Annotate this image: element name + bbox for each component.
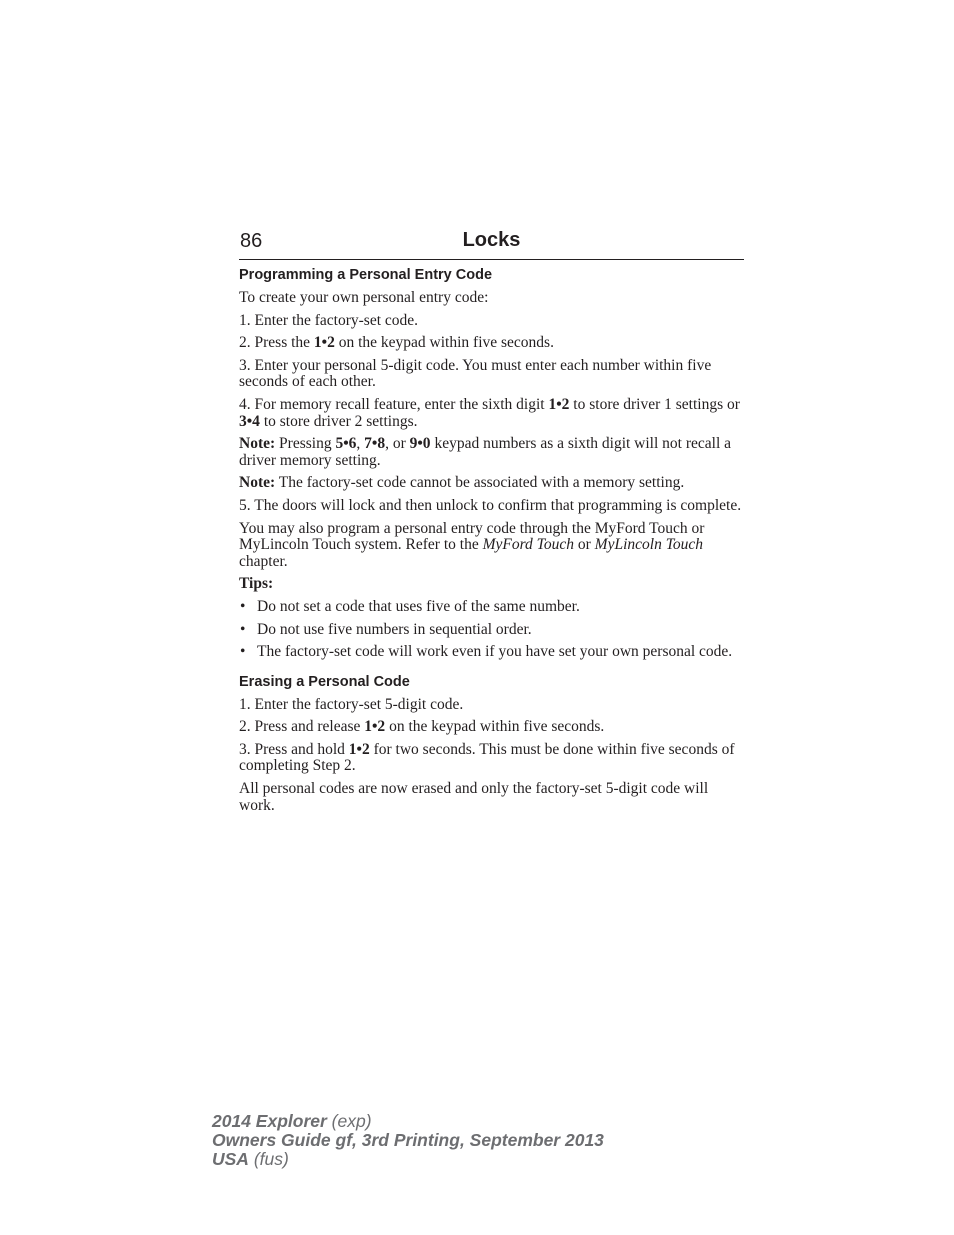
page-header	[239, 229, 744, 260]
step-2-text-end: on the keypad within five seconds.	[334, 334, 554, 352]
erase-step-1: 1. Enter the factory-set 5-digit code.	[239, 695, 464, 713]
myford-text-end: chapter.	[239, 552, 288, 570]
step-4	[239, 397, 744, 430]
erase-step-2-text: 2. Press and release	[239, 718, 365, 736]
keypad-key: 7•8	[364, 435, 386, 453]
keypad-key: 1•2	[313, 334, 335, 352]
keypad-key: 1•2	[548, 395, 570, 413]
note-text-end: keypad numbers as a sixth digit will not recall a driver memory setting.	[239, 435, 732, 469]
note-text: Pressing	[275, 435, 336, 453]
keypad-key: 1•2	[348, 740, 370, 758]
chapter-title: Locks	[462, 229, 521, 251]
chapter-reference: MyFord Touch	[482, 536, 574, 554]
keypad-key: 3•4	[239, 412, 260, 430]
erase-step-3	[239, 742, 744, 775]
erase-step-2-text-end: on the keypad within five seconds.	[385, 718, 605, 736]
section-heading-erasing: Erasing a Personal Code	[239, 673, 410, 690]
tip-text: Do not use five numbers in sequential order.	[257, 620, 532, 638]
note-sep: , or	[385, 435, 410, 453]
note-factory-code	[239, 475, 744, 492]
list-item	[239, 644, 744, 661]
bullet: •	[240, 620, 246, 638]
step-1: 1. Enter the factory-set code.	[239, 311, 419, 329]
tips-label	[239, 576, 744, 593]
keypad-key: 5•6	[335, 435, 357, 453]
step-4-text-end: to store driver 2 settings.	[259, 412, 418, 430]
step-4-text: 4. For memory recall feature, enter the sixth digit	[239, 395, 549, 413]
step-5: 5. The doors will lock and then unlock to confirm that programming is complete.	[239, 496, 742, 514]
page-footer	[212, 1112, 604, 1169]
step-4-text-mid: to store driver 1 settings or	[569, 395, 740, 413]
erase-step-3-text-end: for two seconds. This must be done within five seconds of completing Step 2.	[239, 740, 735, 775]
step-2	[239, 335, 744, 352]
note-sep: ,	[356, 435, 365, 453]
tip-text: The factory-set code will work even if you have set your own personal code.	[257, 643, 733, 661]
keypad-key: 1•2	[364, 718, 386, 736]
section-heading-programming: Programming a Personal Entry Code	[239, 267, 493, 283]
myford-paragraph	[239, 521, 744, 571]
keypad-key: 9•0	[409, 435, 431, 453]
list-item	[239, 599, 744, 616]
note-text: The factory-set code cannot be associated with a memory setting.	[275, 474, 685, 492]
myford-or: or	[574, 536, 595, 554]
footer-model: 2014 Explorer	[212, 1111, 327, 1131]
tip-text: Do not set a code that uses five of the same number.	[257, 597, 580, 615]
erase-step-3-text: 3. Press and hold	[239, 740, 349, 758]
footer-market: USA	[212, 1149, 249, 1169]
step-2-text: 2. Press the	[239, 334, 314, 352]
footer-line-1	[212, 1112, 604, 1131]
note-label: Note:	[239, 474, 276, 492]
step-3: 3. Enter your personal 5-digit code. You must enter each number within five seconds of each other.	[239, 356, 712, 391]
erase-step-2	[239, 719, 744, 736]
footer-market-tag: (fus)	[248, 1149, 289, 1169]
list-item	[239, 622, 744, 639]
note-label: Note:	[239, 435, 276, 453]
footer-line-3	[212, 1150, 604, 1169]
chapter-reference: MyLincoln Touch	[594, 536, 704, 554]
page-content	[239, 266, 744, 820]
tips-label-text: Tips:	[239, 575, 274, 593]
tips-list	[239, 599, 744, 661]
myford-text: You may also program a personal entry code through the MyFord Touch or MyLincoln Touch system. Refer to the	[239, 519, 705, 554]
bullet: •	[240, 597, 246, 615]
closing-text: All personal codes are now erased and only the factory-set 5-digit code will work.	[239, 780, 709, 814]
intro-text: To create your own personal entry code:	[239, 289, 489, 306]
page-number: 86	[240, 230, 263, 252]
footer-line-2: Owners Guide gf, 3rd Printing, September 2013	[212, 1130, 604, 1150]
bullet: •	[240, 643, 246, 661]
footer-model-tag: (exp)	[326, 1111, 372, 1131]
note-memory	[239, 436, 744, 469]
